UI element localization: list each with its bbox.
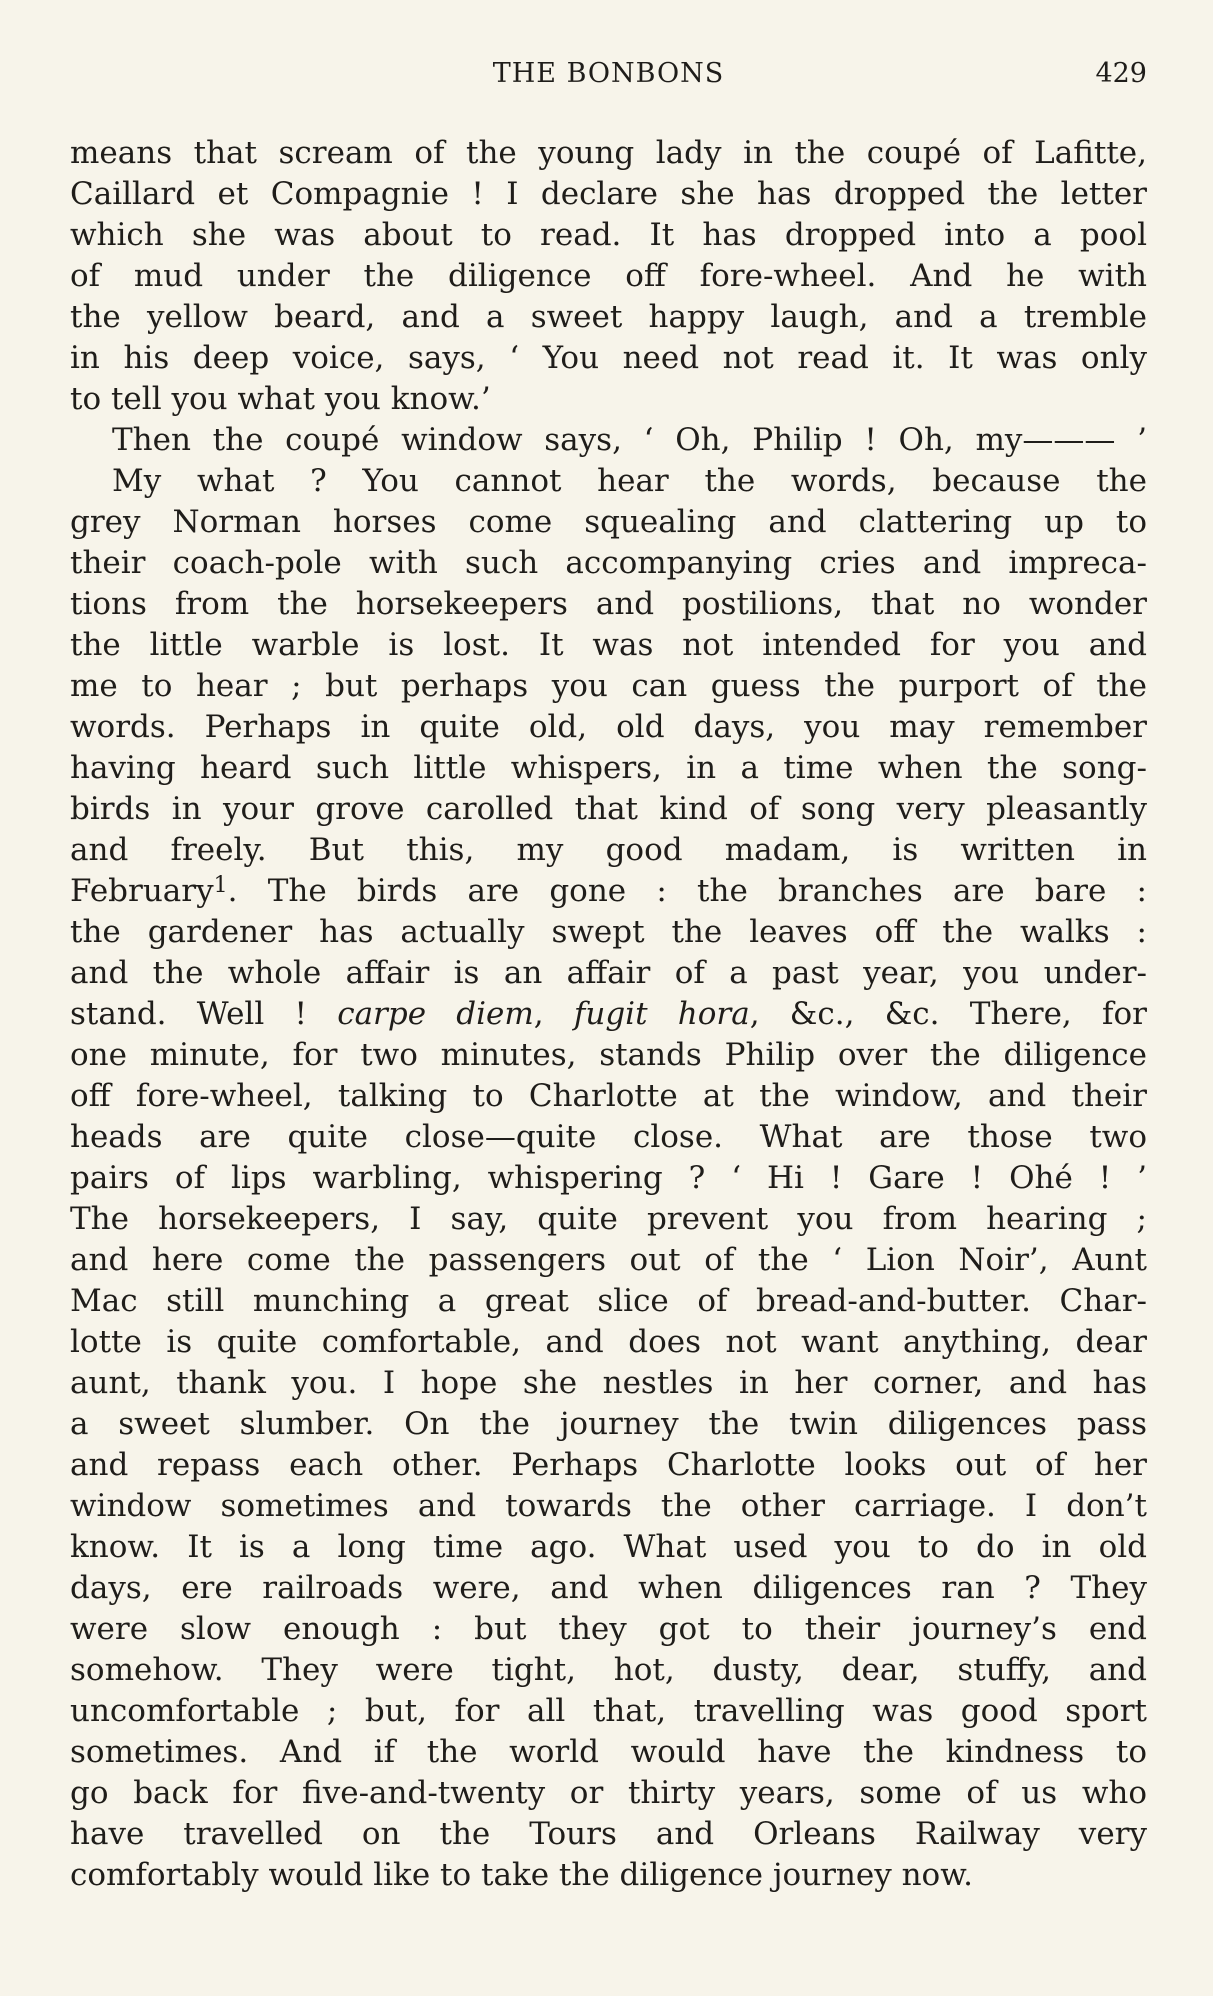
text-fragment: . The birds are gone : the branches are bare : — [227, 873, 1147, 909]
text-line: in his deep voice, says, ‘ You need not read it. It was only — [70, 340, 1147, 376]
text-line: and freely. But this, my good madam, is written in — [70, 832, 1147, 868]
text-line: which she was about to read. It has dropped into a pool — [70, 217, 1147, 253]
running-head — [70, 58, 1147, 98]
text-line: heads are quite close—quite close. What are those two — [70, 1119, 1147, 1155]
text-line: off fore-wheel, talking to Charlotte at the window, and their — [70, 1078, 1147, 1114]
text-line: to tell you what you know.’ — [70, 381, 491, 417]
text-line-with-footnote — [70, 871, 1147, 912]
text-line: the little warble is lost. It was not intended for you and — [70, 627, 1147, 663]
text-line: one minute, for two minutes, stands Philip over the diligence — [70, 1037, 1147, 1073]
footnote-marker: 1 — [213, 873, 228, 898]
text-line: were slow enough : but they got to their journey’s end — [70, 1611, 1147, 1647]
text-line: have travelled on the Tours and Orleans Railway very — [70, 1816, 1147, 1852]
text-line: their coach-pole with such accompanying cries and impreca- — [70, 545, 1147, 581]
text-line: know. It is a long time ago. What used you to do in old — [70, 1529, 1147, 1565]
text-line: sometimes. And if the world would have the kindness to — [70, 1734, 1147, 1770]
text-line: aunt, thank you. I hope she nestles in her corner, and has — [70, 1365, 1147, 1401]
text-line: days, ere railroads were, and when diligences ran ? They — [70, 1570, 1147, 1606]
page-number: 429 — [1095, 58, 1147, 89]
text-line: Caillard et Compagnie ! I declare she has dropped the letter — [70, 176, 1147, 212]
text-line: tions from the horsekeepers and postilions, that no wonder — [70, 586, 1147, 622]
text-line: somehow. They were tight, hot, dusty, dear, stuffy, and — [70, 1652, 1147, 1688]
text-line: My what ? You cannot hear the words, because the — [112, 463, 1147, 499]
text-line: a sweet slumber. On the journey the twin diligences pass — [70, 1406, 1147, 1442]
text-fragment: stand. Well ! — [70, 996, 338, 1032]
text-line: go back for five-and-twenty or thirty years, some of us who — [70, 1775, 1147, 1811]
text-line: grey Norman horses come squealing and clattering up to — [70, 504, 1147, 540]
text-line: uncomfortable ; but, for all that, travelling was good sport — [70, 1693, 1147, 1729]
text-line: The horsekeepers, I say, quite prevent you from hearing ; — [70, 1201, 1147, 1237]
text-line: and here come the passengers out of the ‘ Lion Noir’, Aunt — [70, 1242, 1147, 1278]
text-line: the yellow beard, and a sweet happy laugh, and a tremble — [70, 299, 1147, 335]
text-line: window sometimes and towards the other carriage. I don’t — [70, 1488, 1147, 1524]
text-line-with-italics — [70, 994, 1147, 1035]
italic-phrase: carpe diem — [337, 996, 534, 1032]
text-line: and the whole affair is an affair of a past year, you under- — [70, 955, 1147, 991]
text-line: lotte is quite comfortable, and does not want anything, dear — [70, 1324, 1147, 1360]
text-fragment: February — [70, 873, 214, 909]
text-line: comfortably would like to take the diligence journey now. — [70, 1857, 973, 1893]
text-line: the gardener has actually swept the leaves off the walks : — [70, 914, 1147, 950]
text-line: words. Perhaps in quite old, old days, you may remember — [70, 709, 1147, 745]
italic-phrase: fugit hora — [573, 996, 750, 1032]
text-line: pairs of lips warbling, whispering ? ‘ Hi ! Gare ! Ohé ! ’ — [70, 1160, 1147, 1196]
text-line: means that scream of the young lady in the coupé of Lafitte, — [70, 135, 1147, 171]
text-fragment: , — [533, 996, 574, 1032]
text-line: having heard such little whispers, in a time when the song- — [70, 750, 1147, 786]
text-line: Then the coupé window says, ‘ Oh, Philip ! Oh, my——— ’ — [112, 422, 1147, 458]
text-line: and repass each other. Perhaps Charlotte looks out of her — [70, 1447, 1147, 1483]
text-line: me to hear ; but perhaps you can guess the purport of the — [70, 668, 1147, 704]
text-line: of mud under the diligence off fore-wheel. And he with — [70, 258, 1147, 294]
text-line: Mac still munching a great slice of bread-and-butter. Char- — [70, 1283, 1147, 1319]
text-fragment: , &c., &c. There, for — [749, 996, 1147, 1032]
text-line: birds in your grove carolled that kind of song very pleasantly — [70, 791, 1147, 827]
running-title: THE BONBONS — [492, 58, 725, 89]
body-text — [70, 133, 1147, 1896]
